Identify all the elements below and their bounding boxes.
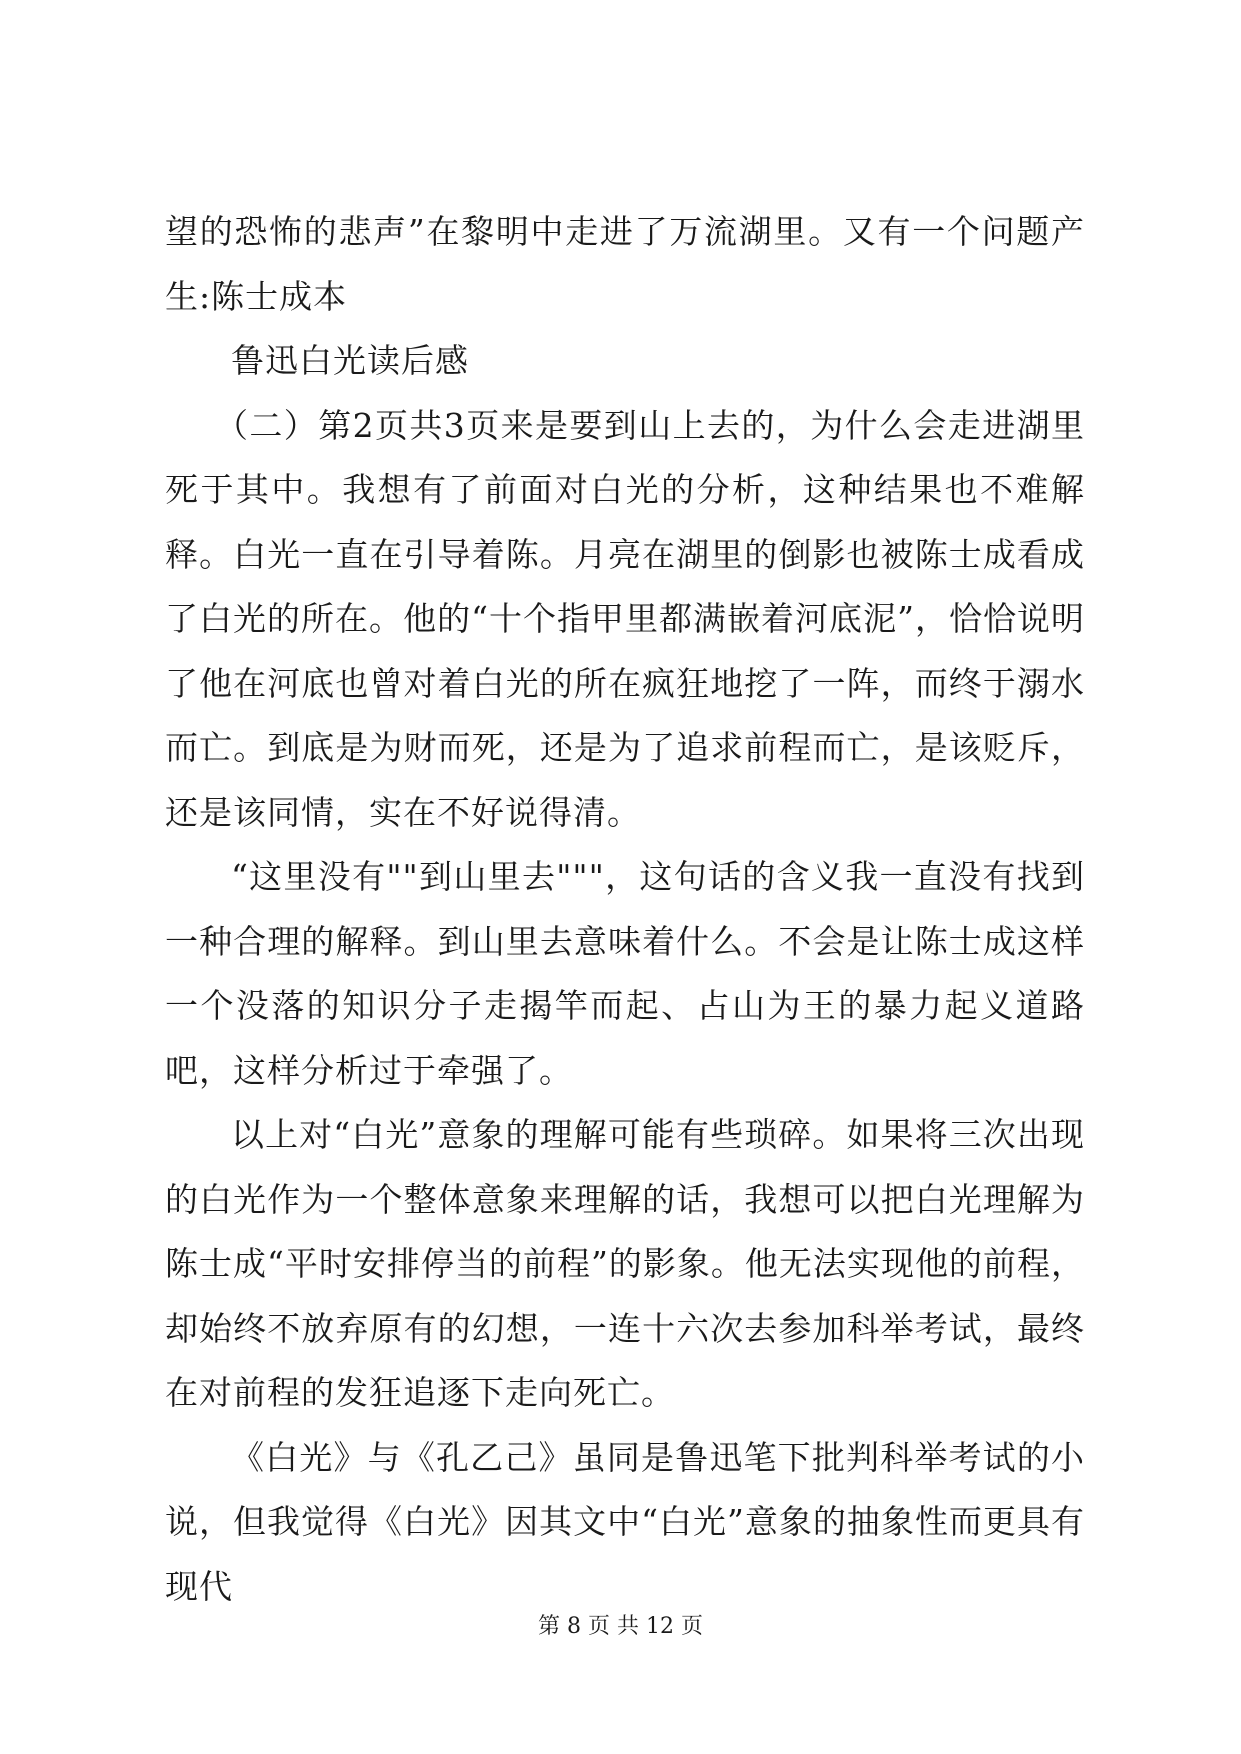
document-body [165, 200, 1085, 1619]
paragraph-continuation: 望的恐怖的悲声”在黎明中走进了万流湖里。又有一个问题产生:陈士成本 [165, 212, 1085, 316]
paragraph-mountain-quote: “这里没有""到山里去"""，这句话的含义我一直没有找到一种合理的解释。到山里去意味着什么。不会是让陈士成这样一个没落的知识分子走揭竿而起、占山为王的暴力起义道路吧，这样分析过于牵强了。 [165, 857, 1085, 1090]
paragraph-part-two: （二）第2页共3页来是要到山上去的，为什么会走进湖里死于其中。我想有了前面对白光的分析，这种结果也不难解释。白光一直在引导着陈。月亮在湖里的倒影也被陈士成看成了白光的所在。他的“十个指甲里都满嵌着河底泥”，恰恰说明了他在河底也曾对着白光的所在疯狂地挖了一阵，而终于溺水而亡。到底是为财而死，还是为了追求前程而亡，是该贬斥，还是该同情，实在不好说得清。 [165, 405, 1085, 832]
section-heading: 鲁迅白光读后感 [231, 341, 469, 380]
paragraph-comparison: 《白光》与《孔乙己》虽同是鲁迅笔下批判科举考试的小说，但我觉得《白光》因其文中“白光”意象的抽象性而更具有现代 [165, 1437, 1085, 1606]
page-footer [0, 1612, 1241, 1642]
paragraph-white-light-imagery: 以上对“白光”意象的理解可能有些琐碎。如果将三次出现的白光作为一个整体意象来理解的话，我想可以把白光理解为陈士成“平时安排停当的前程”的影象。他无法实现他的前程，却始终不放弃原有的幻想，一连十六次去参加科举考试，最终在对前程的发狂追逐下走向死亡。 [165, 1115, 1085, 1412]
page-number: 第 8 页 共 12 页 [538, 1614, 703, 1639]
